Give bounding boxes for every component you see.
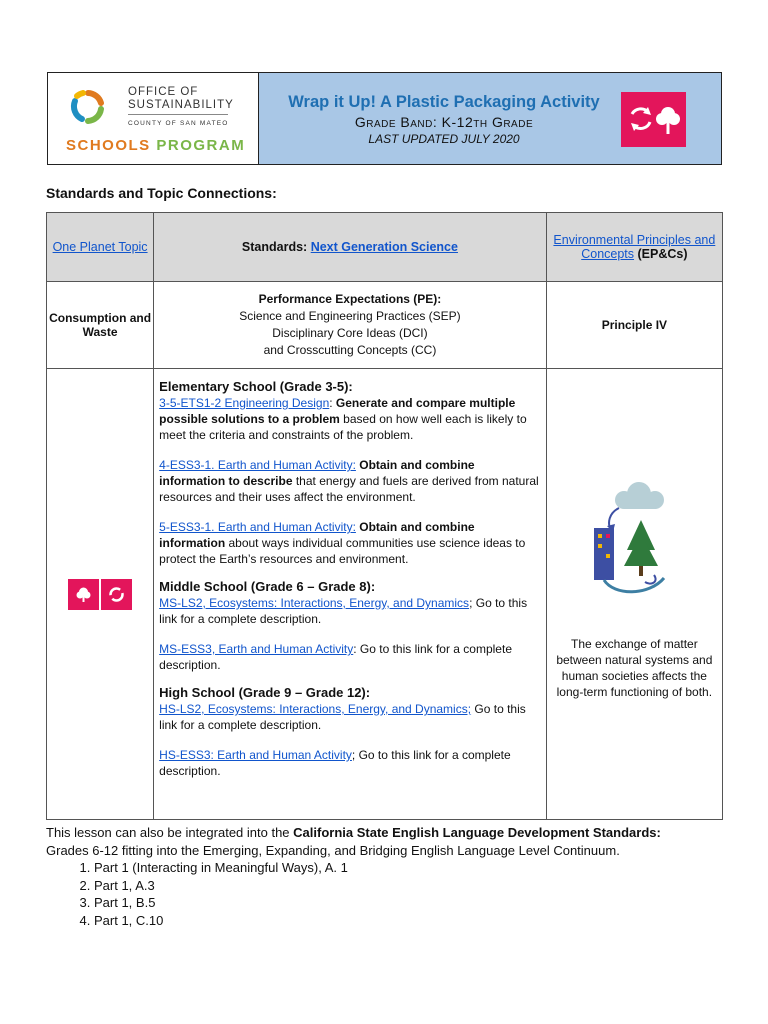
table-row [47, 282, 723, 369]
building-icon [594, 528, 614, 580]
section-heading: Standards and Topic Connections: [46, 185, 277, 201]
cloud-icon [615, 482, 664, 509]
tree-icon [624, 520, 658, 576]
elementary-standard-1 [159, 395, 541, 443]
ngss-link[interactable]: Next Generation Science [310, 240, 458, 254]
eld-intro-text: This lesson can also be integrated into the [46, 825, 294, 840]
ms-ls2-text: ; Go to this link for a complete description. [159, 596, 528, 626]
5-ess3-1-bold: Obtain and combine information [159, 520, 475, 550]
eld-intro [46, 824, 726, 842]
standards-cell [154, 369, 547, 820]
5-ess3-1-text: about ways individual communities use science ideas to protect the Earth’s resources and environment. [159, 536, 526, 566]
org-logo [48, 73, 259, 164]
recycle-icon [101, 579, 132, 610]
elementary-heading: Elementary School (Grade 3-5): [159, 379, 353, 394]
schools-word: SCHOOLS [66, 137, 151, 154]
middle-standard-1 [159, 595, 541, 627]
header-epc-cell [546, 213, 722, 282]
ets1-2-sep: : [329, 396, 336, 410]
list-item: 2. Part 1, A.3 [94, 877, 726, 895]
tree-icon [656, 107, 680, 134]
header-topic-cell [47, 213, 154, 282]
epc-link[interactable]: Environmental Principles and Concepts [553, 233, 716, 261]
pe-cell [154, 282, 547, 369]
eld-parts-list [46, 859, 726, 929]
4-ess3-1-text: that energy and fuels are derived from natural resources and their uses affect the environment. [159, 474, 539, 504]
standards-label: Standards: [241, 240, 311, 254]
tree-icon [68, 579, 99, 610]
high-heading: High School (Grade 9 – Grade 12): [159, 685, 371, 700]
epc-description: The exchange of matter between natural systems and human societies affects the long-term functioning of both. [556, 637, 713, 699]
ms-ess3-text: : Go to this link for a complete description. [159, 642, 512, 672]
pe-title: Performance Expectations (PE): [258, 292, 442, 306]
schools-program-label [66, 137, 245, 154]
4-ess3-1-bold: Obtain and combine information to describe [159, 458, 475, 488]
recycle-icon [631, 107, 651, 131]
last-updated: LAST UPDATED JULY 2020 [368, 132, 520, 146]
sustainability-logo-icon [68, 87, 108, 127]
hs-ess3-text: ; Go to this link for a complete description. [159, 748, 511, 778]
ms-ess3-link[interactable]: MS-ESS3, Earth and Human Activity [159, 642, 354, 656]
pe-line-cc: and Crosscutting Concepts (CC) [263, 343, 437, 357]
pe-line-dci: Disciplinary Core Ideas (DCI) [272, 326, 428, 340]
elementary-standard-3 [159, 519, 541, 567]
high-standard-2 [159, 747, 541, 779]
title-banner [259, 73, 721, 164]
one-planet-topic-link[interactable]: One Planet Topic [52, 240, 148, 254]
org-name [128, 86, 234, 130]
pe-line-sep: Science and Engineering Practices (SEP) [239, 309, 461, 323]
hs-ess3-link[interactable]: HS-ESS3: Earth and Human Activity [159, 748, 352, 762]
topic-icons-cell [47, 369, 154, 820]
org-divider [128, 114, 228, 115]
eld-continuum: Grades 6-12 fitting into the Emerging, Expanding, and Bridging English Language Level Continuum. [46, 842, 620, 858]
org-line-1: OFFICE OF [128, 86, 199, 98]
ets1-2-text: based on how well each is likely to meet the criteria and constraints of the problem. [159, 412, 527, 442]
hs-ls2-link[interactable]: HS-LS2, Ecosystems: Interactions, Energy, and Dynamics; [159, 702, 472, 716]
epc-description-cell [546, 369, 722, 820]
program-word: PROGRAM [156, 137, 246, 154]
elementary-standard-2 [159, 457, 541, 505]
high-standard-1 [159, 701, 541, 733]
hs-ls2-text: Go to this link for a complete description. [159, 702, 526, 732]
ets1-2-link[interactable]: 3-5-ETS1-2 Engineering Design [159, 396, 330, 410]
document-title: Wrap it Up! A Plastic Packaging Activity [288, 93, 600, 111]
table-header-row [47, 213, 723, 282]
table-row [47, 369, 723, 820]
org-county: COUNTY OF SAN MATEO [128, 120, 229, 127]
middle-standard-2 [159, 641, 541, 673]
header-standards-cell [154, 213, 547, 282]
list-item: 4. Part 1, C.10 [94, 912, 726, 930]
epc-suffix: (EP&Cs) [634, 247, 688, 261]
topic-cell: Consumption and Waste [47, 282, 154, 369]
eld-standards-note [46, 824, 726, 929]
grade-band: Grade Band: K-12th Grade [354, 114, 534, 130]
ets1-2-bold: Generate and compare multiple possible solutions to a problem [159, 396, 516, 426]
middle-heading: Middle School (Grade 6 – Grade 8): [159, 579, 376, 594]
4-ess3-1-link[interactable]: 4-ESS3-1. Earth and Human Activity: [159, 458, 356, 472]
badge-icons [621, 92, 686, 147]
standards-table [46, 212, 723, 820]
document-header [47, 72, 722, 165]
5-ess3-1-link[interactable]: 5-ESS3-1. Earth and Human Activity: [159, 520, 356, 534]
org-line-2: SUSTAINABILITY [128, 99, 234, 111]
list-item: 1. Part 1 (Interacting in Meaningful Ways), A. 1 [94, 859, 726, 877]
list-item: 3. Part 1, B.5 [94, 894, 726, 912]
topic-badge [621, 92, 686, 147]
matter-exchange-illustration [579, 478, 689, 598]
eld-intro-bold: California State English Language Development Standards: [293, 825, 661, 840]
ms-ls2-link[interactable]: MS-LS2, Ecosystems: Interactions, Energy, and Dynamics [159, 596, 470, 610]
principle-cell: Principle IV [546, 282, 722, 369]
